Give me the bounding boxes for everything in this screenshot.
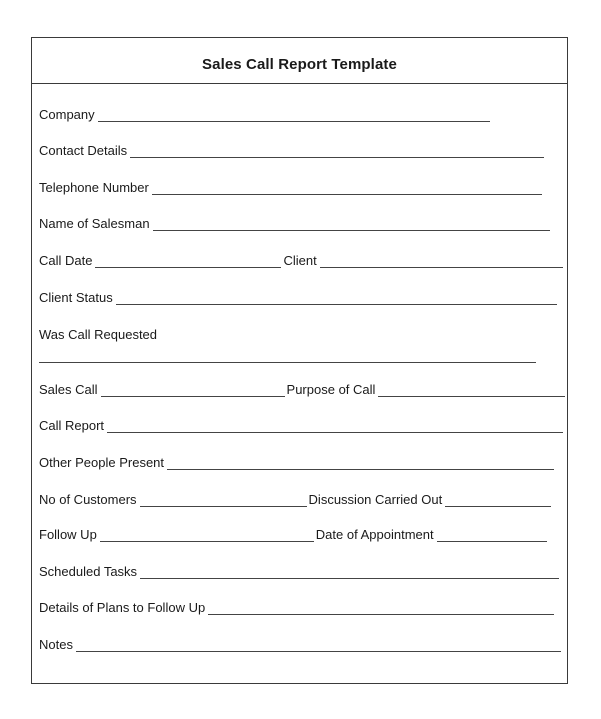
other-people-row bbox=[39, 452, 554, 470]
client-status-label: Client Status bbox=[39, 290, 113, 305]
sales-call-row bbox=[39, 379, 565, 397]
client-status-field[interactable] bbox=[116, 292, 557, 305]
notes-label: Notes bbox=[39, 637, 73, 652]
appointment-label: Date of Appointment bbox=[315, 527, 434, 542]
call-requested-answer-row bbox=[39, 345, 536, 363]
discussion-label: Discussion Carried Out bbox=[308, 492, 443, 507]
call-date-field[interactable] bbox=[95, 255, 281, 268]
salesman-field[interactable] bbox=[153, 218, 550, 231]
client-field[interactable] bbox=[320, 255, 563, 268]
customers-field[interactable] bbox=[140, 494, 307, 507]
call-report-label: Call Report bbox=[39, 418, 105, 433]
contact-details-row bbox=[39, 140, 544, 158]
telephone-number-field[interactable] bbox=[152, 182, 542, 195]
sales-call-field[interactable] bbox=[101, 384, 285, 397]
contact-details-label: Contact Details bbox=[39, 143, 128, 158]
sales-call-label: Sales Call bbox=[39, 382, 98, 397]
plans-label: Details of Plans to Follow Up bbox=[39, 600, 206, 615]
salesman-label: Name of Salesman bbox=[39, 216, 150, 231]
other-people-field[interactable] bbox=[167, 457, 554, 470]
scheduled-tasks-label: Scheduled Tasks bbox=[39, 564, 138, 579]
call-requested-label: Was Call Requested bbox=[39, 327, 158, 342]
client-status-row bbox=[39, 287, 557, 305]
purpose-of-call-field[interactable] bbox=[378, 384, 565, 397]
purpose-of-call-label: Purpose of Call bbox=[286, 382, 376, 397]
company-label: Company bbox=[39, 107, 95, 122]
call-date-row bbox=[39, 250, 563, 268]
call-report-row bbox=[39, 415, 563, 433]
company-field[interactable] bbox=[98, 109, 490, 122]
call-requested-field[interactable] bbox=[39, 350, 536, 363]
company-row bbox=[39, 104, 490, 122]
report-form bbox=[31, 37, 568, 684]
salesman-row bbox=[39, 213, 550, 231]
call-report-field[interactable] bbox=[107, 420, 563, 433]
call-requested-row bbox=[39, 324, 157, 342]
notes-field[interactable] bbox=[76, 639, 561, 652]
notes-row bbox=[39, 634, 561, 652]
follow-up-row bbox=[39, 524, 547, 542]
contact-details-field[interactable] bbox=[130, 145, 544, 158]
client-label: Client bbox=[283, 253, 317, 268]
discussion-field[interactable] bbox=[445, 494, 551, 507]
telephone-number-label: Telephone Number bbox=[39, 180, 149, 195]
plans-row bbox=[39, 597, 554, 615]
customers-label: No of Customers bbox=[39, 492, 137, 507]
customers-row bbox=[39, 489, 551, 507]
follow-up-label: Follow Up bbox=[39, 527, 97, 542]
scheduled-tasks-row bbox=[39, 561, 559, 579]
title-bar bbox=[32, 38, 567, 84]
scheduled-tasks-field[interactable] bbox=[140, 566, 559, 579]
call-date-label: Call Date bbox=[39, 253, 93, 268]
appointment-field[interactable] bbox=[437, 529, 547, 542]
follow-up-field[interactable] bbox=[100, 529, 314, 542]
telephone-number-row bbox=[39, 177, 542, 195]
other-people-label: Other People Present bbox=[39, 455, 165, 470]
plans-field[interactable] bbox=[208, 602, 554, 615]
page-title: Sales Call Report Template bbox=[202, 56, 397, 73]
